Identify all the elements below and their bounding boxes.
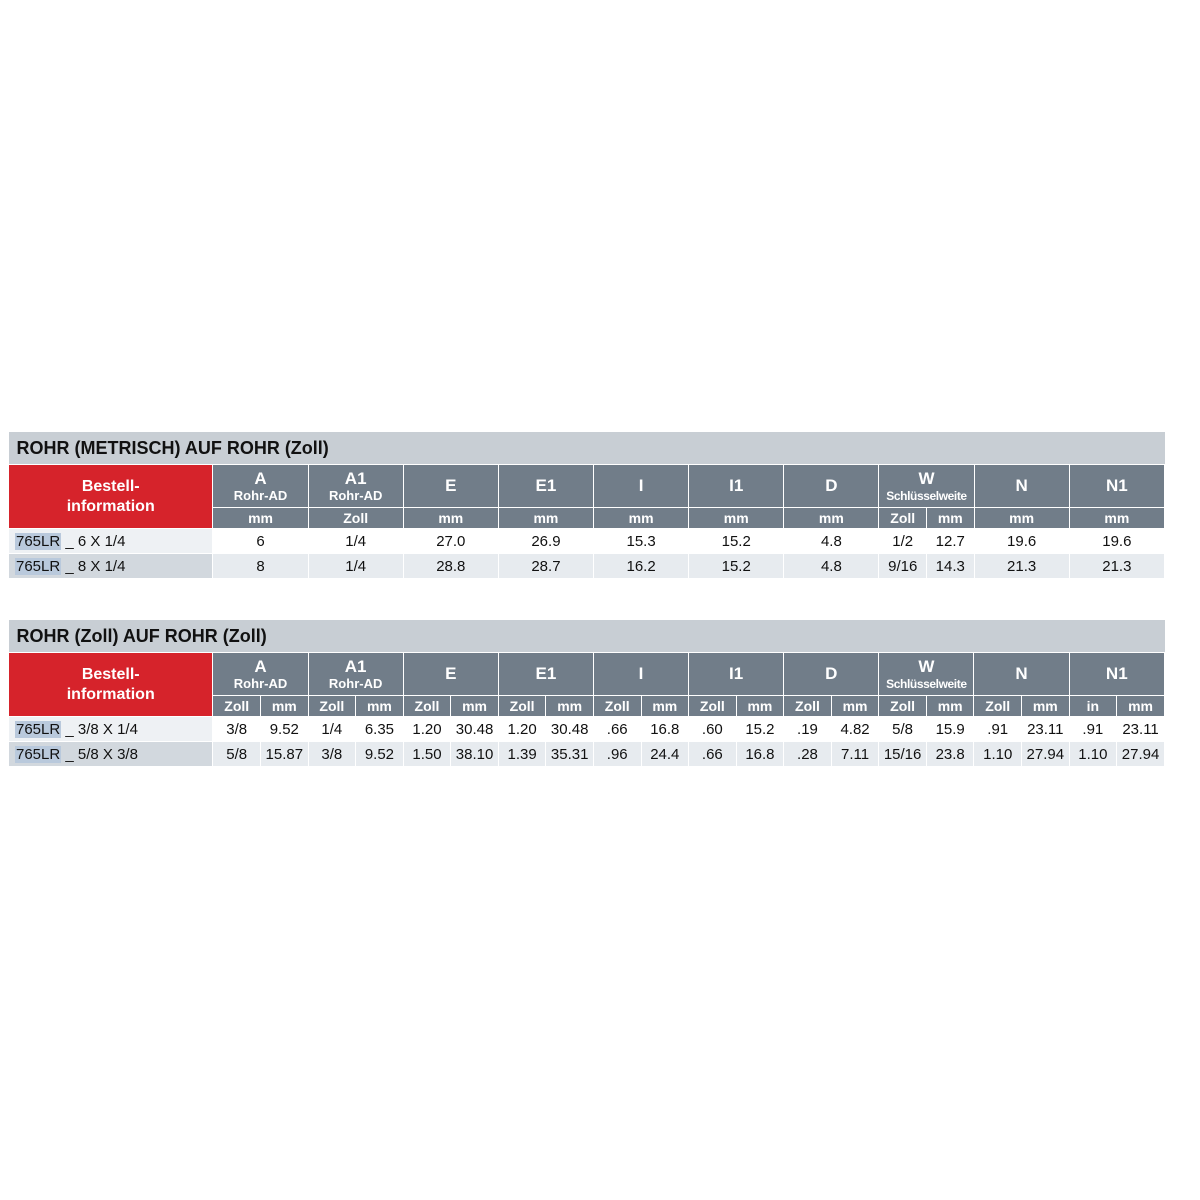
col-header-n1 bbox=[1069, 465, 1164, 508]
value-cell: 19.6 bbox=[1069, 529, 1164, 554]
col-header-w bbox=[879, 465, 974, 508]
unit-cell: in bbox=[1069, 696, 1117, 717]
value-cell: 15.9 bbox=[926, 717, 974, 742]
value-cell: 38.10 bbox=[451, 742, 499, 767]
col-letter: N bbox=[1015, 476, 1028, 495]
col-header-d bbox=[784, 465, 879, 508]
value-cell: 23.8 bbox=[926, 742, 974, 767]
order-info-line-1: Bestell- bbox=[81, 477, 140, 495]
value-cell: 4.8 bbox=[784, 529, 879, 554]
value-cell: .66 bbox=[593, 717, 641, 742]
order-info-line-1: Bestell- bbox=[81, 665, 140, 683]
unit-cell: mm bbox=[1022, 696, 1070, 717]
col-header-a1 bbox=[308, 465, 403, 508]
unit-cell: mm bbox=[784, 508, 879, 529]
table-row bbox=[9, 742, 1165, 767]
unit-cell: mm bbox=[403, 508, 498, 529]
unit-cell: Zoll bbox=[213, 696, 261, 717]
col-sublabel: Rohr-AD bbox=[233, 488, 288, 503]
part-number: 765LR bbox=[16, 532, 61, 550]
value-cell: 1.39 bbox=[498, 742, 546, 767]
value-cell: .60 bbox=[689, 717, 737, 742]
col-letter: E bbox=[445, 664, 457, 683]
value-cell: 15.2 bbox=[689, 554, 784, 579]
unit-cell: mm bbox=[498, 508, 593, 529]
value-cell: .91 bbox=[974, 717, 1022, 742]
col-header-i1 bbox=[689, 465, 784, 508]
value-cell: .19 bbox=[784, 717, 832, 742]
unit-cell: mm bbox=[546, 696, 594, 717]
value-cell: .28 bbox=[784, 742, 832, 767]
unit-cell: mm bbox=[1069, 508, 1164, 529]
part-number: 765LR bbox=[16, 745, 61, 763]
value-cell: 1.10 bbox=[1069, 742, 1117, 767]
col-header-w bbox=[879, 653, 974, 696]
unit-cell: Zoll bbox=[403, 696, 451, 717]
value-cell: 1/4 bbox=[308, 529, 403, 554]
value-cell: 1.10 bbox=[974, 742, 1022, 767]
col-header-n bbox=[974, 653, 1069, 696]
unit-cell: Zoll bbox=[689, 696, 737, 717]
value-cell: 21.3 bbox=[1069, 554, 1164, 579]
col-letter: A1 bbox=[344, 469, 367, 488]
unit-cell: Zoll bbox=[974, 696, 1022, 717]
col-letter: I bbox=[638, 476, 644, 495]
value-cell: 1.50 bbox=[403, 742, 451, 767]
value-cell: 5/8 bbox=[213, 742, 261, 767]
value-cell: 9.52 bbox=[261, 717, 309, 742]
value-cell: 30.48 bbox=[451, 717, 499, 742]
col-sublabel: Rohr-AD bbox=[328, 488, 383, 503]
unit-cell: Zoll bbox=[308, 508, 403, 529]
unit-cell: mm bbox=[831, 696, 879, 717]
col-sublabel: Rohr-AD bbox=[233, 676, 288, 691]
col-sublabel: Schlüsselweite bbox=[886, 489, 967, 503]
col-header-n1 bbox=[1069, 653, 1164, 696]
value-cell: 14.3 bbox=[927, 554, 975, 579]
order-code-cell bbox=[9, 529, 213, 554]
col-header-i bbox=[594, 465, 689, 508]
value-cell: 1/4 bbox=[308, 717, 356, 742]
unit-cell: Zoll bbox=[593, 696, 641, 717]
col-header-e bbox=[403, 653, 498, 696]
inch-to-inch-table bbox=[8, 620, 1165, 767]
col-letter: A bbox=[254, 469, 267, 488]
value-cell: 8 bbox=[213, 554, 308, 579]
unit-cell: mm bbox=[974, 508, 1069, 529]
value-cell: 21.3 bbox=[974, 554, 1069, 579]
unit-cell: mm bbox=[641, 696, 689, 717]
col-header-d bbox=[784, 653, 879, 696]
col-sublabel: Rohr-AD bbox=[328, 676, 383, 691]
col-letter: I1 bbox=[729, 476, 744, 495]
value-cell: 16.8 bbox=[736, 742, 784, 767]
col-header-i1 bbox=[689, 653, 784, 696]
unit-cell: mm bbox=[594, 508, 689, 529]
metric-to-inch-table bbox=[8, 432, 1165, 579]
unit-cell: mm bbox=[926, 696, 974, 717]
unit-cell: Zoll bbox=[308, 696, 356, 717]
unit-cell: mm bbox=[451, 696, 499, 717]
col-letter: W bbox=[918, 657, 935, 676]
table-title: ROHR (METRISCH) AUF ROHR (Zoll) bbox=[9, 432, 1165, 465]
value-cell: 1/4 bbox=[308, 554, 403, 579]
value-cell: 12.7 bbox=[927, 529, 975, 554]
value-cell: 35.31 bbox=[546, 742, 594, 767]
value-cell: .96 bbox=[593, 742, 641, 767]
order-info-line-2: information bbox=[66, 497, 155, 515]
value-cell: 30.48 bbox=[546, 717, 594, 742]
value-cell: 24.4 bbox=[641, 742, 689, 767]
order-info-line-2: information bbox=[66, 685, 155, 703]
table-row bbox=[9, 554, 1165, 579]
unit-cell: Zoll bbox=[498, 696, 546, 717]
value-cell: 27.0 bbox=[403, 529, 498, 554]
part-size: _ 6 X 1/4 bbox=[61, 532, 126, 550]
col-letter: I1 bbox=[729, 664, 744, 683]
col-letter: E1 bbox=[535, 664, 557, 683]
col-sublabel: Schlüsselweite bbox=[886, 677, 967, 691]
col-header-i bbox=[593, 653, 688, 696]
table-row bbox=[9, 529, 1165, 554]
value-cell: 5/8 bbox=[879, 717, 927, 742]
col-header-e1 bbox=[498, 465, 593, 508]
value-cell: 1.20 bbox=[498, 717, 546, 742]
value-cell: 28.8 bbox=[403, 554, 498, 579]
col-letter: N1 bbox=[1105, 664, 1128, 683]
table-title: ROHR (Zoll) AUF ROHR (Zoll) bbox=[9, 620, 1165, 653]
order-info-header bbox=[9, 653, 213, 717]
unit-cell: Zoll bbox=[879, 696, 927, 717]
table-row bbox=[9, 717, 1165, 742]
value-cell: 7.11 bbox=[831, 742, 879, 767]
col-header-a1 bbox=[308, 653, 403, 696]
col-letter: I bbox=[638, 664, 644, 683]
value-cell: 23.11 bbox=[1022, 717, 1070, 742]
value-cell: 15/16 bbox=[879, 742, 927, 767]
col-header-e bbox=[403, 465, 498, 508]
part-number: 765LR bbox=[16, 720, 61, 738]
part-size: _ 5/8 X 3/8 bbox=[61, 745, 138, 763]
col-letter: D bbox=[825, 476, 838, 495]
value-cell: 4.8 bbox=[784, 554, 879, 579]
value-cell: 28.7 bbox=[498, 554, 593, 579]
order-code-cell bbox=[9, 742, 213, 767]
unit-cell: mm bbox=[261, 696, 309, 717]
value-cell: .91 bbox=[1069, 717, 1117, 742]
col-letter: A bbox=[254, 657, 267, 676]
value-cell: 15.3 bbox=[594, 529, 689, 554]
value-cell: 3/8 bbox=[213, 717, 261, 742]
col-letter: E1 bbox=[535, 476, 557, 495]
value-cell: 1/2 bbox=[879, 529, 927, 554]
unit-cell: mm bbox=[927, 508, 975, 529]
value-cell: 23.11 bbox=[1117, 717, 1165, 742]
unit-cell: mm bbox=[736, 696, 784, 717]
value-cell: 19.6 bbox=[974, 529, 1069, 554]
unit-cell: mm bbox=[689, 508, 784, 529]
value-cell: 9/16 bbox=[879, 554, 927, 579]
unit-cell: mm bbox=[1117, 696, 1165, 717]
col-letter: W bbox=[918, 469, 935, 488]
unit-cell: mm bbox=[213, 508, 308, 529]
value-cell: 15.2 bbox=[736, 717, 784, 742]
value-cell: 27.94 bbox=[1022, 742, 1070, 767]
col-letter: E bbox=[445, 476, 457, 495]
col-letter: N bbox=[1015, 664, 1028, 683]
part-number: 765LR bbox=[16, 557, 61, 575]
value-cell: .66 bbox=[689, 742, 737, 767]
col-letter: A1 bbox=[344, 657, 367, 676]
value-cell: 1.20 bbox=[403, 717, 451, 742]
value-cell: 26.9 bbox=[498, 529, 593, 554]
col-header-a bbox=[213, 653, 308, 696]
unit-cell: Zoll bbox=[784, 696, 832, 717]
value-cell: 16.8 bbox=[641, 717, 689, 742]
value-cell: 3/8 bbox=[308, 742, 356, 767]
col-header-n bbox=[974, 465, 1069, 508]
value-cell: 4.82 bbox=[831, 717, 879, 742]
value-cell: 6 bbox=[213, 529, 308, 554]
order-code-cell bbox=[9, 717, 213, 742]
col-header-e1 bbox=[498, 653, 593, 696]
value-cell: 6.35 bbox=[356, 717, 404, 742]
col-letter: N1 bbox=[1105, 476, 1128, 495]
unit-cell: Zoll bbox=[879, 508, 927, 529]
part-size: _ 8 X 1/4 bbox=[61, 557, 126, 575]
order-info-header bbox=[9, 465, 213, 529]
value-cell: 16.2 bbox=[594, 554, 689, 579]
value-cell: 15.87 bbox=[261, 742, 309, 767]
value-cell: 27.94 bbox=[1117, 742, 1165, 767]
col-header-a bbox=[213, 465, 308, 508]
unit-cell: mm bbox=[356, 696, 404, 717]
value-cell: 15.2 bbox=[689, 529, 784, 554]
col-letter: D bbox=[825, 664, 838, 683]
part-size: _ 3/8 X 1/4 bbox=[61, 720, 138, 738]
order-code-cell bbox=[9, 554, 213, 579]
value-cell: 9.52 bbox=[356, 742, 404, 767]
